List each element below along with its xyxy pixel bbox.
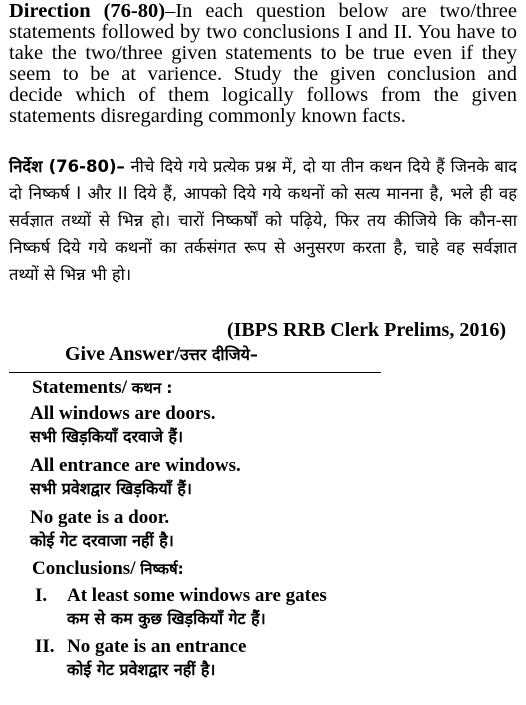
- statement-3-hi: कोई गेट दरवाजा नहीं है।: [30, 531, 174, 550]
- direction-hindi: [9, 153, 517, 288]
- statements-heading-en: Statements/: [32, 377, 132, 398]
- exam-source: (IBPS RRB Clerk Prelims, 2016): [226, 319, 506, 341]
- conclusion-1-body: [67, 585, 327, 631]
- direction-text-en: –In each question below are two/three statements followed by two conclusions I and II. You have to take the two/three given statements to be true even if they seem to be at varience. Study the given conclusion and decide which of them logically follows from the given statements disregarding commonly known facts.: [9, 0, 517, 127]
- conclusions-heading: [32, 558, 184, 580]
- give-answer-hi: उत्तर दीजिये–: [180, 345, 258, 364]
- statements-heading-hi: कथन :: [131, 379, 173, 397]
- statement-1-hi: सभी खिड़कियाँ दरवाजे हैं।: [30, 427, 184, 446]
- direction-lead-en: Direction (76-80): [9, 0, 166, 22]
- conclusion-2-hi: कोई गेट प्रवेशद्वार नहीं है।: [67, 660, 216, 679]
- statement-2-en: All entrance are windows.: [30, 455, 241, 476]
- direction-lead-hi: निर्देश (76-80)–: [9, 157, 125, 176]
- statement-1: [30, 403, 215, 449]
- direction-english: [9, 1, 517, 127]
- conclusion-1-en: At least some windows are gates: [67, 585, 327, 606]
- statement-3-en: No gate is a door.: [30, 507, 170, 528]
- give-answer-label: [65, 343, 258, 366]
- statement-2: [30, 455, 241, 501]
- conclusions-heading-hi: निष्कर्ष:: [140, 560, 184, 578]
- conclusion-1-hi: कम से कम कुछ खिड़कियाँ गेट हैं।: [67, 609, 266, 628]
- divider-line: [9, 372, 381, 373]
- statement-1-en: All windows are doors.: [30, 403, 216, 424]
- direction-text-hi: नीचे दिये गये प्रत्येक प्रश्न में, दो या तीन कथन दिये हैं जिनके बाद दो निष्कर्ष I और II दिये हैं, आपको दिये गये कथनों को सत्य मानना है, भले ही वह सर्वज्ञात तथ्यों से भिन्न हो। चारों निष्कर्षों को पढ़िये, फिर तय कीजिये कि कौन-सा निष्कर्ष दिये गये कथनों का तर्कसंगत रूप से अनुसरण करता है, चाहे वह सर्वज्ञात तथ्यों से भिन्न भी हो।: [9, 157, 517, 284]
- statement-3: [30, 507, 174, 553]
- statement-2-hi: सभी प्रवेशद्वार खिड़कियाँ हैं।: [30, 479, 192, 498]
- statements-heading: [32, 377, 172, 399]
- conclusion-2-en: No gate is an entrance: [67, 636, 247, 657]
- conclusions-heading-en: Conclusions/: [32, 558, 141, 579]
- give-answer-en: Give Answer/: [65, 343, 180, 365]
- conclusion-2-body: [67, 636, 246, 682]
- conclusion-2-number: II.: [35, 636, 55, 657]
- conclusion-1-number: I.: [35, 585, 48, 606]
